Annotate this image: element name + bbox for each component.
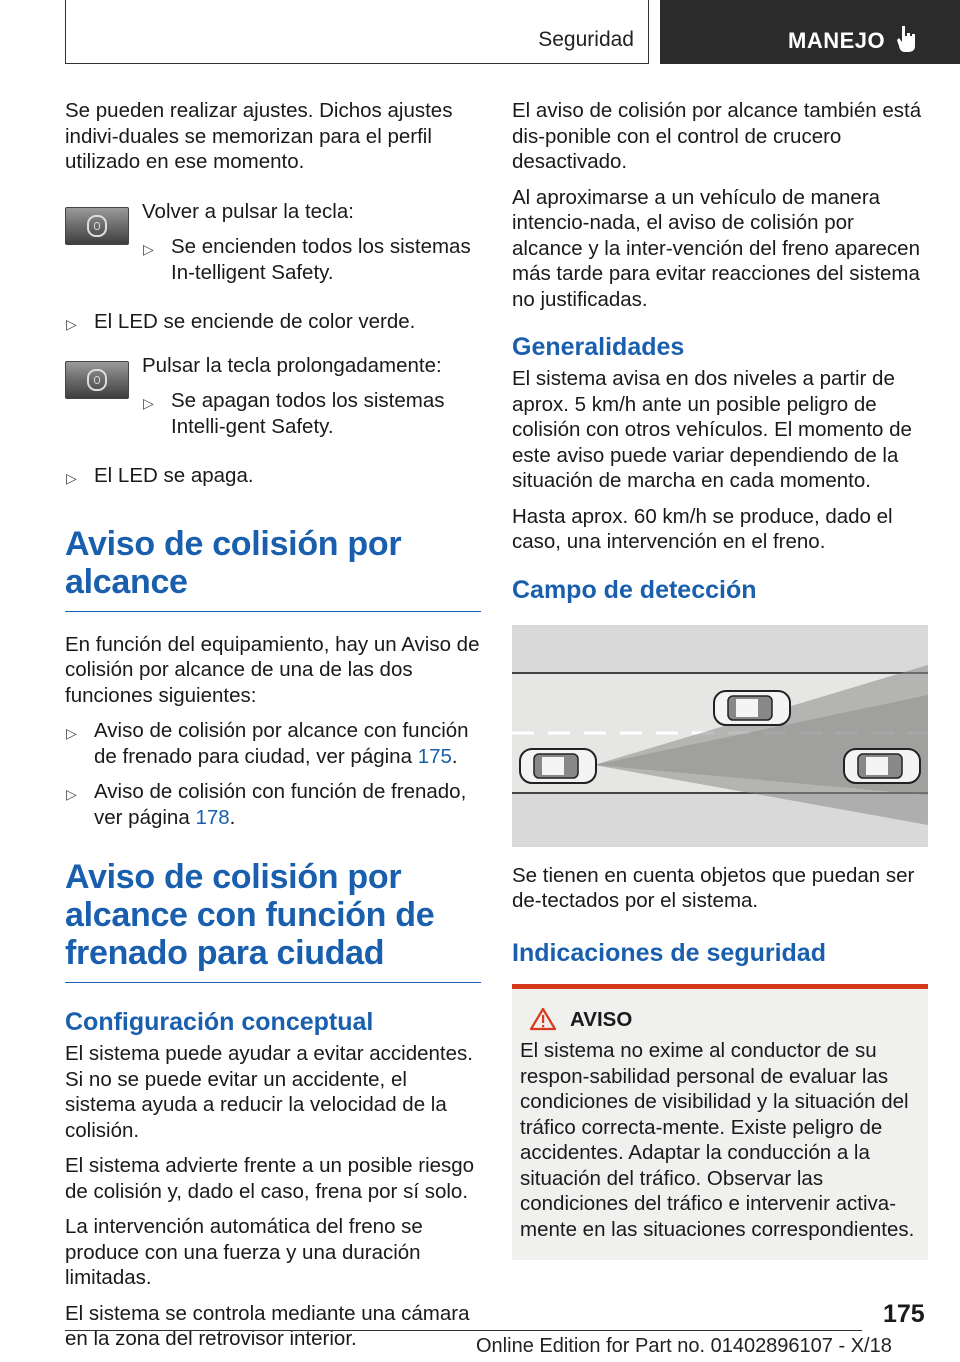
bullet-triangle-icon: ▷ — [143, 395, 154, 411]
page-number: 175 — [883, 1300, 925, 1328]
list-item — [65, 718, 481, 769]
punctuation: . — [451, 744, 458, 768]
punctuation: . — [229, 805, 236, 829]
header-section-tab — [65, 0, 649, 64]
heading-indicaciones: Indicaciones de seguridad — [512, 938, 826, 967]
list-item-text: Aviso de colisión por alcance con función de frenado para ciudad, ver página — [94, 719, 469, 768]
paragraph: La intervención automática del freno se produce con una fuerza y una duración limitadas. — [65, 1215, 423, 1289]
list-item — [142, 234, 481, 285]
warning-title — [530, 1007, 920, 1033]
bullet-triangle-icon: ▷ — [66, 316, 77, 332]
right-column — [512, 98, 928, 1260]
footer-edition: Online Edition for Part no. 01402896107 - X/18 — [476, 1335, 892, 1357]
list-item-text: Se encienden todos los sistemas In-telligent Safety. — [171, 235, 471, 284]
list-item — [65, 779, 481, 830]
figure-caption: Se tienen en cuenta objetos que puedan ser de-tectados por el sistema. — [512, 863, 915, 912]
paragraph: El sistema se controla mediante una cámara en la zona del retrovisor interior. — [65, 1301, 470, 1350]
bullet-triangle-icon: ▷ — [143, 241, 154, 257]
warning-box — [512, 984, 928, 1261]
press-long-row — [65, 353, 481, 450]
own-vehicle-icon — [520, 749, 596, 783]
warning-text: El sistema no exime al conductor de su respon-sabilidad personal de evaluar las condiciones de visibilidad y la situación del tráfico correcta-mente. Existe peligro de accidentes. Adaptar la conducción a la situación del tráfico. Observar las condiciones del tráfico e intervenir activa-mente en las situaciones correspondientes. — [520, 1039, 915, 1241]
bullet-triangle-icon: ▷ — [66, 725, 77, 741]
header-chapter-title: MANEJO — [788, 28, 886, 53]
paragraph: El sistema advierte frente a un posible riesgo de colisión y, dado el caso, frena por sí solo. — [65, 1154, 475, 1203]
list-item-text: El LED se apaga. — [94, 464, 254, 487]
paragraph: El aviso de colisión por alcance también está dis-ponible con el control de crucero desactivado. — [512, 99, 922, 173]
heading-campo-deteccion: Campo de detección — [512, 575, 757, 604]
vehicle-ahead-icon — [844, 749, 920, 783]
hand-pointing-icon — [896, 24, 918, 54]
page-link-175[interactable]: 175 — [417, 744, 452, 768]
paragraph: El sistema avisa en dos niveles a partir de aprox. 5 km/h ante un posible peligro de colisión con otros vehículos. El momento de este aviso puede variar dependiendo de la situación de marcha en cada momento. — [512, 367, 912, 492]
press-again-row — [65, 199, 481, 296]
aviso-intro: En función del equipamiento, hay un Aviso de colisión por alcance de una de las dos funciones siguientes: — [65, 632, 480, 707]
warning-label: AVISO — [570, 1007, 633, 1031]
paragraph: Hasta aprox. 60 km/h se produce, dado el caso, una intervención en el freno. — [512, 504, 893, 553]
header-chapter-tab — [660, 0, 960, 64]
list-item-text: El LED se enciende de color verde. — [94, 310, 416, 333]
road-diagram — [512, 625, 928, 847]
paragraph: Al aproximarse a un vehículo de manera intencio-nada, el aviso de colisión por alcance y la inter-vención del freno aparecen más tarde para evitar reacciones del sistema no justificadas. — [512, 185, 920, 311]
heading-frenado-ciudad: Aviso de colisión por alcance con función de frenado para ciudad — [65, 858, 481, 983]
footer-divider — [65, 1330, 862, 1331]
bullet-triangle-icon: ▷ — [66, 786, 77, 802]
paragraph: El sistema puede ayudar a evitar accidentes. Si no se puede evitar un accidente, el sistema ayuda a reducir la velocidad de la colisión. — [65, 1042, 473, 1142]
list-item-text: Se apagan todos los sistemas Intelli-gent Safety. — [171, 389, 445, 438]
list-item — [142, 388, 481, 439]
vehicle-ahead-icon — [714, 691, 790, 725]
list-item-text: Aviso de colisión con función de frenado, ver página — [94, 780, 467, 829]
press-again-text: Volver a pulsar la tecla: — [142, 199, 354, 223]
intro-paragraph: Se pueden realizar ajustes. Dichos ajustes indivi-duales se memorizan para el perfil utilizado en ese momento. — [65, 99, 453, 173]
press-long-text: Pulsar la tecla prolongadamente: — [142, 353, 442, 377]
bullet-triangle-icon: ▷ — [66, 470, 77, 486]
detection-field-illustration — [512, 625, 928, 847]
header-section-title: Seguridad — [538, 28, 634, 51]
intelligent-safety-button-icon — [65, 207, 129, 245]
left-column — [65, 98, 481, 1362]
heading-generalidades: Generalidades — [512, 333, 685, 361]
warning-triangle-icon — [530, 1007, 556, 1031]
list-item — [65, 309, 481, 335]
list-item — [65, 463, 481, 489]
page-link-178[interactable]: 178 — [195, 805, 230, 829]
heading-aviso-colision: Aviso de colisión por alcance — [65, 525, 481, 612]
intelligent-safety-button-icon — [65, 361, 129, 399]
heading-configuracion: Configuración conceptual — [65, 1008, 374, 1036]
